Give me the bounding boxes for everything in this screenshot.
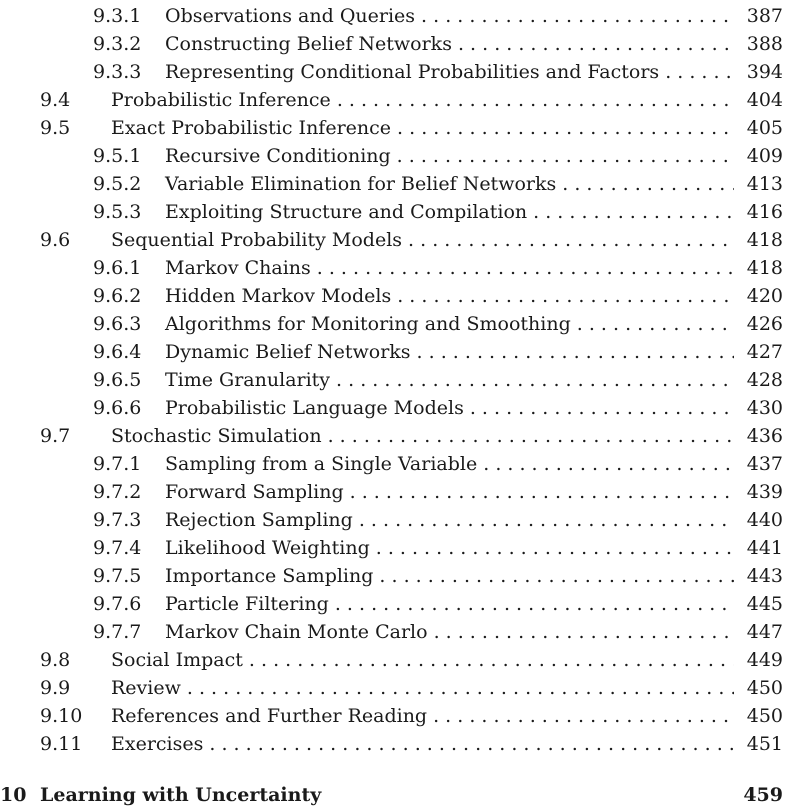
toc-subsection-row[interactable]: [0, 450, 800, 478]
toc-section-row[interactable]: [0, 86, 800, 114]
toc-section-row[interactable]: [0, 646, 800, 674]
toc-entry-page-number: 439: [746, 481, 783, 503]
dot-leader: [665, 58, 734, 86]
toc-entry-page-number: 413: [746, 173, 783, 195]
dot-leader: [187, 674, 734, 702]
toc-entry-page-number: 404: [746, 89, 783, 111]
toc-entry-title: [111, 422, 740, 450]
dot-leader: [336, 366, 734, 394]
toc-entry-title-text: Exercises: [111, 733, 204, 755]
toc-section-row[interactable]: [0, 422, 800, 450]
toc-entry-title: [165, 590, 740, 618]
dot-leader: [458, 30, 734, 58]
chapter-number: 10: [0, 784, 27, 806]
toc-entry-number: 9.7.3: [93, 509, 142, 531]
toc-entry-title: [165, 198, 740, 226]
toc-entry-page-number: 387: [746, 5, 783, 27]
toc-entry-number: 9.7.5: [93, 565, 142, 587]
toc-entry-page-number: 437: [746, 453, 783, 475]
toc-subsection-row[interactable]: [0, 58, 800, 86]
dot-leader: [335, 590, 734, 618]
dot-leader: [483, 450, 734, 478]
toc-subsection-row[interactable]: [0, 170, 800, 198]
toc-section-row[interactable]: [0, 674, 800, 702]
toc-entry-number: 9.7: [40, 425, 71, 447]
toc-entry-page-number: 440: [746, 509, 783, 531]
toc-subsection-row[interactable]: [0, 366, 800, 394]
toc-section-row[interactable]: [0, 226, 800, 254]
toc-subsection-row[interactable]: [0, 30, 800, 58]
dot-leader: [328, 422, 734, 450]
dot-leader: [337, 86, 734, 114]
toc-entry-page-number: 451: [746, 733, 783, 755]
toc-entry-title-text: Forward Sampling: [165, 481, 344, 503]
toc-entry-number: 9.6.5: [93, 369, 142, 391]
dot-leader: [421, 2, 734, 30]
toc-subsection-row[interactable]: [0, 394, 800, 422]
toc-entry-page-number: 449: [746, 649, 783, 671]
toc-entry-title: [165, 338, 740, 366]
toc-entry-page-number: 418: [746, 257, 783, 279]
toc-entry-title-text: References and Further Reading: [111, 705, 428, 727]
chapter-title: Learning with Uncertainty: [40, 784, 322, 806]
dot-leader: [350, 478, 734, 506]
toc-entry-number: 9.9: [40, 677, 71, 699]
toc-entry-number: 9.3.2: [93, 33, 142, 55]
toc-subsection-row[interactable]: [0, 534, 800, 562]
toc-entry-title-text: Markov Chain Monte Carlo: [165, 621, 428, 643]
toc-entry-number: 9.10: [40, 705, 83, 727]
dot-leader: [397, 114, 734, 142]
toc-section-row[interactable]: [0, 730, 800, 758]
dot-leader: [417, 338, 734, 366]
toc-entry-title: [165, 58, 740, 86]
toc-entry-page-number: 420: [746, 285, 783, 307]
toc-subsection-row[interactable]: [0, 254, 800, 282]
toc-entry-page-number: 418: [746, 229, 783, 251]
dot-leader: [379, 562, 734, 590]
toc-entry-number: 9.5.2: [93, 173, 142, 195]
toc-entry-number: 9.6.3: [93, 313, 142, 335]
toc-entry-page-number: 416: [746, 201, 783, 223]
toc-section-row[interactable]: [0, 702, 800, 730]
toc-entry-title-text: Variable Elimination for Belief Networks: [165, 173, 557, 195]
toc-entry-page-number: 430: [746, 397, 783, 419]
toc-entry-title-text: Social Impact: [111, 649, 243, 671]
toc-entry-title-text: Particle Filtering: [165, 593, 329, 615]
toc-entry-title-text: Probabilistic Language Models: [165, 397, 464, 419]
toc-entry-title-text: Stochastic Simulation: [111, 425, 322, 447]
toc-entry-page-number: 426: [746, 313, 783, 335]
toc-subsection-row[interactable]: [0, 478, 800, 506]
toc-subsection-row[interactable]: [0, 198, 800, 226]
toc-entry-number: 9.7.2: [93, 481, 142, 503]
dot-leader: [249, 646, 734, 674]
toc-entry-title-text: Markov Chains: [165, 257, 311, 279]
dot-leader: [470, 394, 734, 422]
dot-leader: [317, 254, 734, 282]
toc-entry-title: [111, 646, 740, 674]
toc-entry-title-text: Time Granularity: [165, 369, 331, 391]
toc-entry-page-number: 443: [746, 565, 783, 587]
toc-entry-number: 9.3.3: [93, 61, 142, 83]
toc-entry-title: [165, 562, 740, 590]
toc-entry-number: 9.7.4: [93, 537, 142, 559]
toc-entry-title-text: Probabilistic Inference: [111, 89, 331, 111]
dot-leader: [533, 198, 734, 226]
toc-entry-title-text: Recursive Conditioning: [165, 145, 391, 167]
toc-entry-page-number: 409: [746, 145, 783, 167]
toc-entry-title-text: Review: [111, 677, 181, 699]
toc-entry-title-text: Exploiting Structure and Compilation: [165, 201, 528, 223]
toc-entry-number: 9.6.2: [93, 285, 142, 307]
toc-entry-title: [111, 730, 740, 758]
dot-leader: [433, 702, 734, 730]
toc-entry-title: [165, 142, 740, 170]
toc-entry-page-number: 447: [746, 621, 783, 643]
table-of-contents: [0, 2, 800, 758]
toc-entry-number: 9.6: [40, 229, 71, 251]
toc-section-row[interactable]: [0, 114, 800, 142]
dot-leader: [397, 142, 734, 170]
toc-subsection-row[interactable]: [0, 618, 800, 646]
toc-entry-number: 9.8: [40, 649, 71, 671]
toc-entry-title: [165, 478, 740, 506]
toc-entry-title: [165, 394, 740, 422]
chapter-heading[interactable]: [0, 780, 800, 810]
toc-entry-number: 9.6.1: [93, 257, 142, 279]
toc-entry-page-number: 388: [746, 33, 783, 55]
toc-entry-number: 9.5.3: [93, 201, 142, 223]
toc-entry-title: [165, 534, 740, 562]
toc-entry-title-text: Dynamic Belief Networks: [165, 341, 411, 363]
toc-entry-title-text: Algorithms for Monitoring and Smoothing: [165, 313, 571, 335]
toc-subsection-row[interactable]: [0, 310, 800, 338]
toc-subsection-row[interactable]: [0, 506, 800, 534]
toc-entry-number: 9.7.7: [93, 621, 142, 643]
toc-entry-number: 9.6.4: [93, 341, 142, 363]
toc-entry-title: [165, 170, 740, 198]
toc-entry-number: 9.5: [40, 117, 71, 139]
toc-entry-title: [111, 114, 740, 142]
toc-entry-number: 9.4: [40, 89, 71, 111]
chapter-page-number: 459: [743, 784, 783, 806]
toc-subsection-row[interactable]: [0, 590, 800, 618]
toc-entry-title: [111, 702, 740, 730]
toc-entry-title-text: Exact Probabilistic Inference: [111, 117, 392, 139]
toc-entry-page-number: 394: [746, 61, 783, 83]
toc-entry-title: [165, 450, 740, 478]
toc-entry-title: [111, 674, 740, 702]
toc-entry-title-text: Sequential Probability Models: [111, 229, 403, 251]
toc-entry-title-text: Sampling from a Single Variable: [165, 453, 478, 475]
dot-leader: [577, 310, 734, 338]
toc-entry-title-text: Rejection Sampling: [165, 509, 353, 531]
toc-subsection-row[interactable]: [0, 2, 800, 30]
toc-entry-number: 9.5.1: [93, 145, 142, 167]
toc-entry-page-number: 427: [746, 341, 783, 363]
toc-subsection-row[interactable]: [0, 282, 800, 310]
toc-entry-title: [165, 618, 740, 646]
toc-entry-title-text: Representing Conditional Probabilities and Factors: [165, 61, 660, 83]
toc-entry-number: 9.7.1: [93, 453, 142, 475]
dot-leader: [434, 618, 734, 646]
toc-entry-page-number: 450: [746, 705, 783, 727]
toc-subsection-row[interactable]: [0, 338, 800, 366]
dot-leader: [397, 282, 734, 310]
toc-entry-title: [165, 2, 740, 30]
toc-entry-title: [165, 366, 740, 394]
dot-leader: [376, 534, 734, 562]
toc-entry-title-text: Constructing Belief Networks: [165, 33, 452, 55]
toc-entry-number: 9.6.6: [93, 397, 142, 419]
toc-entry-title: [111, 226, 740, 254]
toc-entry-title-text: Observations and Queries: [165, 5, 416, 27]
toc-entry-page-number: 405: [746, 117, 783, 139]
toc-subsection-row[interactable]: [0, 562, 800, 590]
toc-entry-number: 9.7.6: [93, 593, 142, 615]
toc-entry-page-number: 450: [746, 677, 783, 699]
toc-entry-page-number: 445: [746, 593, 783, 615]
toc-entry-page-number: 428: [746, 369, 783, 391]
toc-entry-title: [165, 282, 740, 310]
dot-leader: [359, 506, 734, 534]
toc-subsection-row[interactable]: [0, 142, 800, 170]
toc-entry-title: [165, 254, 740, 282]
toc-entry-title-text: Importance Sampling: [165, 565, 374, 587]
toc-entry-title: [165, 506, 740, 534]
toc-entry-title: [111, 86, 740, 114]
dot-leader: [209, 730, 734, 758]
toc-entry-number: 9.3.1: [93, 5, 142, 27]
toc-entry-title-text: Likelihood Weighting: [165, 537, 370, 559]
dot-leader: [408, 226, 734, 254]
toc-entry-title: [165, 30, 740, 58]
toc-entry-title: [165, 310, 740, 338]
dot-leader: [562, 170, 734, 198]
toc-entry-title-text: Hidden Markov Models: [165, 285, 392, 307]
toc-entry-number: 9.11: [40, 733, 83, 755]
toc-entry-page-number: 436: [746, 425, 783, 447]
toc-entry-page-number: 441: [746, 537, 783, 559]
